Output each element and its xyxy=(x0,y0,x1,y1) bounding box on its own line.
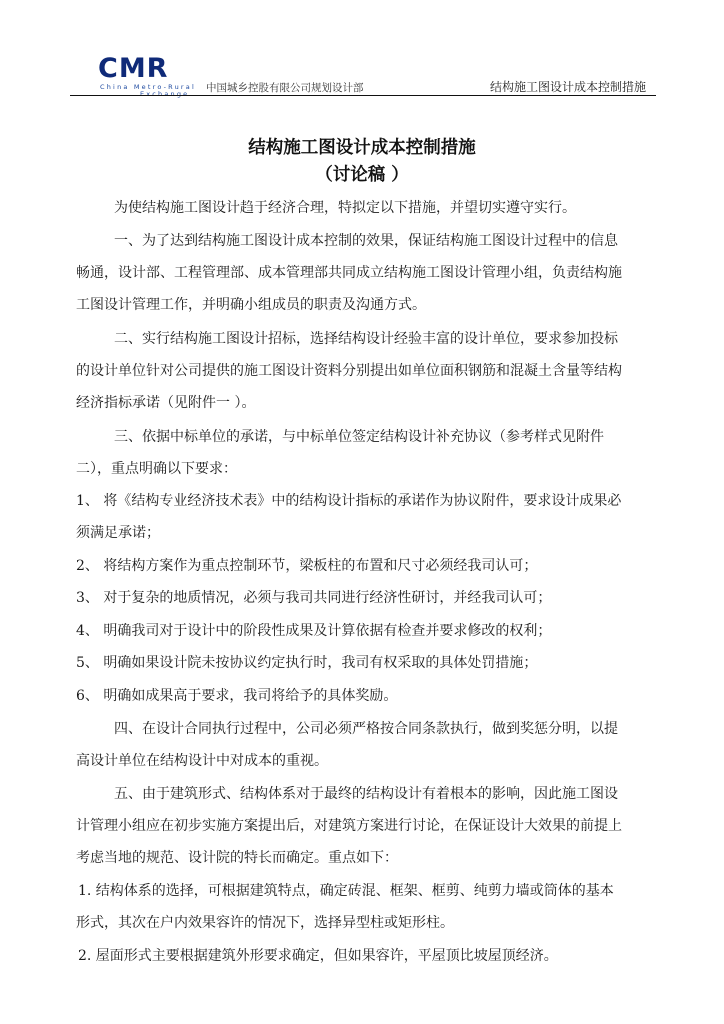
list-item: 2、 将结构方案作为重点控制环节，梁板柱的布置和尺寸必须经我司认可； xyxy=(76,558,538,574)
list-item-continued: 须满足承诺； xyxy=(76,525,160,541)
header-company: 中国城乡控股有限公司规划设计部 xyxy=(206,82,364,94)
body-line: 三、依据中标单位的承诺，与中标单位签定结构设计补充协议（参考样式见附件 xyxy=(114,429,604,445)
list-item: 5、 明确如果设计院未按协议约定执行时，我司有权采取的具体处罚措施； xyxy=(76,655,538,671)
list-item: 1. 结构体系的选择，可根据建筑特点，确定砖混、框架、框剪、纯剪力墙或筒体的基本 xyxy=(78,883,614,899)
body-line: 经济指标承诺（见附件一 ）。 xyxy=(76,395,256,411)
body-line: 高设计单位在结构设计中对成本的重视。 xyxy=(76,753,328,769)
body-line: 二、实行结构施工图设计招标，选择结构设计经验丰富的设计单位，要求参加投标 xyxy=(114,331,618,347)
logo-subtitle-2: Exchange xyxy=(140,90,190,98)
list-item: 1、 将《结构专业经济技术表》中的结构设计指标的承诺作为协议附件，要求设计成果必 xyxy=(76,493,622,509)
list-item-continued: 形式，其次在户内效果容许的情况下，选择异型柱或矩形柱。 xyxy=(76,915,454,931)
body-line: 的设计单位针对公司提供的施工图设计资料分别提出如单位面积钢筋和混凝土含量等结构 xyxy=(76,363,622,379)
body-line: 计管理小组应在初步实施方案提出后，对建筑方案进行讨论，在保证设计大效果的前提上 xyxy=(76,818,622,834)
body-line: 二），重点明确以下要求： xyxy=(76,461,237,477)
document-title: 结构施工图设计成本控制措施 xyxy=(248,138,476,158)
list-item: 6、 明确如成果高于要求，我司将给予的具体奖励。 xyxy=(76,688,398,704)
body-line: 畅通，设计部、工程管理部、成本管理部共同成立结构施工图设计管理小组，负责结构施 xyxy=(76,265,622,281)
page-header xyxy=(0,0,724,100)
body-line: 考虑当地的规范、设计院的特长而确定。重点如下： xyxy=(76,850,398,866)
body-line: 四、在设计合同执行过程中，公司必须严格按合同条款执行，做到奖惩分明，以提 xyxy=(114,721,618,737)
body-line: 一、为了达到结构施工图设计成本控制的效果，保证结构施工图设计过程中的信息 xyxy=(114,233,618,249)
body-line: 五、由于建筑形式、结构体系对于最终的结构设计有着根本的影响，因此施工图设 xyxy=(114,786,618,802)
list-item: 4、 明确我司对于设计中的阶段性成果及计算依据有检查并要求修改的权利； xyxy=(76,623,552,639)
header-rule xyxy=(70,95,656,96)
body-line: 为使结构施工图设计趋于经济合理，特拟定以下措施，并望切实遵守实行。 xyxy=(114,200,576,216)
cmr-logo xyxy=(98,55,208,99)
list-item: 2. 屋面形式主要根据建筑外形要求确定，但如果容许，平屋顶比坡屋顶经济。 xyxy=(78,948,558,964)
header-doc-title: 结构施工图设计成本控制措施 xyxy=(489,80,646,94)
list-item: 3、 对于复杂的地质情况，必须与我司共同进行经济性研讨，并经我司认可； xyxy=(76,590,552,606)
logo-text: CMR xyxy=(98,53,169,84)
body-line: 工图设计管理工作，并明确小组成员的职责及沟通方式。 xyxy=(76,297,426,313)
document-subtitle: （讨论稿 ） xyxy=(315,165,409,185)
logo-subtitle-1: China Metro-Rural xyxy=(100,83,196,91)
